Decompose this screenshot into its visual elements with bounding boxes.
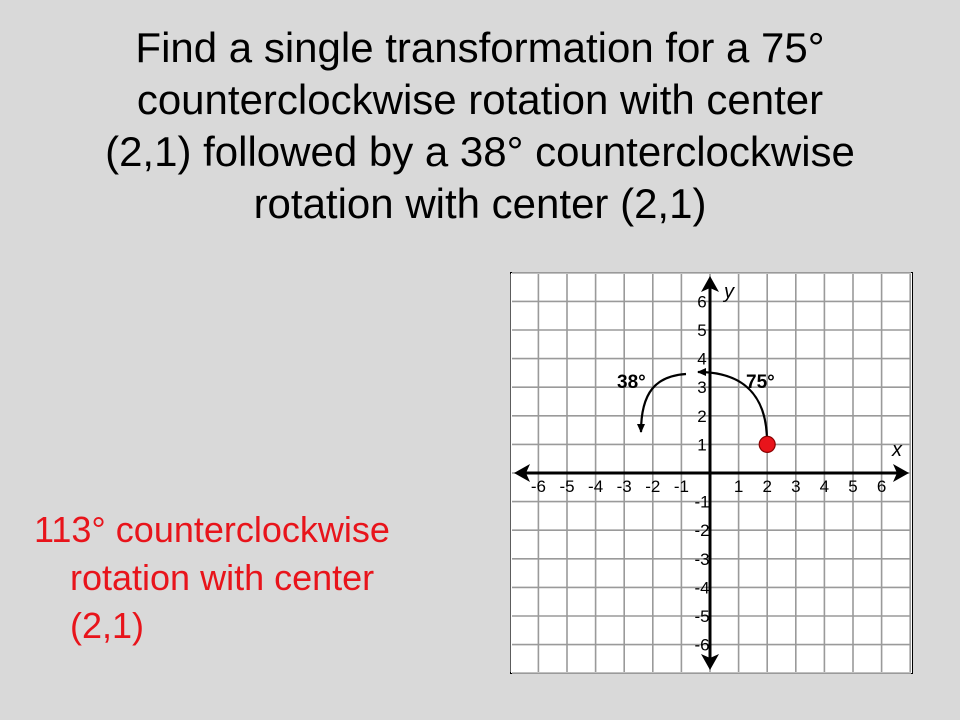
x-tick-label: -4 bbox=[588, 477, 604, 496]
x-tick-label: 1 bbox=[733, 477, 744, 496]
y-tick-label: 6 bbox=[697, 292, 707, 312]
center-point bbox=[759, 436, 775, 452]
x-tick-label: 4 bbox=[819, 477, 830, 496]
y-tick-label: -3 bbox=[694, 549, 710, 569]
y-tick-label: 1 bbox=[697, 435, 707, 455]
question-text bbox=[10, 22, 950, 230]
x-tick-label: 3 bbox=[791, 477, 801, 496]
y-tick-label: -6 bbox=[694, 635, 710, 655]
question-line: counterclockwise rotation with center bbox=[136, 76, 824, 123]
y-tick-label: -5 bbox=[694, 607, 710, 626]
x-tick-label: -3 bbox=[616, 477, 632, 496]
x-tick-label: 6 bbox=[876, 477, 887, 496]
y-tick-label: -4 bbox=[694, 578, 710, 598]
x-tick-label: 2 bbox=[762, 477, 772, 496]
y-tick-label: 3 bbox=[697, 378, 707, 398]
y-tick-label: 5 bbox=[697, 321, 707, 340]
y-tick-label: -1 bbox=[694, 492, 710, 512]
answer-line: (2,1) bbox=[70, 605, 145, 646]
y-tick-label: 2 bbox=[697, 406, 707, 426]
question-line: (2,1) followed by a 38° counterclockwise bbox=[105, 128, 855, 175]
x-tick-label: -2 bbox=[645, 477, 661, 496]
question-line: rotation with center (2,1) bbox=[253, 180, 707, 227]
x-tick-label: -1 bbox=[673, 477, 689, 496]
coordinate-grid bbox=[510, 272, 913, 674]
answer-line: 113° counterclockwise bbox=[34, 509, 390, 550]
y-tick-label: -2 bbox=[694, 521, 710, 541]
x-tick-label: -6 bbox=[530, 477, 546, 496]
angle-label-38: 38° bbox=[617, 372, 646, 393]
question-line: Find a single transformation for a 75° bbox=[135, 24, 825, 71]
answer-line: rotation with center bbox=[70, 557, 375, 598]
answer-text bbox=[34, 506, 494, 650]
x-axis-label: x bbox=[892, 439, 902, 461]
y-axis-label: y bbox=[724, 281, 734, 303]
x-tick-label: -5 bbox=[559, 477, 575, 496]
y-tick-label: 4 bbox=[697, 349, 707, 369]
x-tick-label: 5 bbox=[848, 477, 858, 496]
angle-label-75: 75° bbox=[746, 372, 775, 393]
